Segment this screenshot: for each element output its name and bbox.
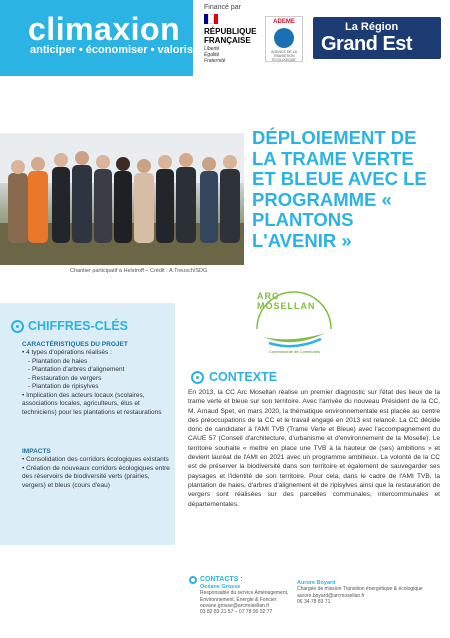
key-figures-title: CHIFFRES-CLÉS xyxy=(28,319,128,333)
ademe-title: ADEME xyxy=(273,19,295,25)
project-list xyxy=(22,349,172,417)
region-big-label: Grand Est xyxy=(321,33,413,55)
contact-1-email[interactable]: oceane.grosse@arcmosellan.fr xyxy=(200,602,270,609)
contact-2-line: Chargée de mission Transition énergétique & écologique xyxy=(297,586,423,593)
impacts-list xyxy=(22,456,170,490)
contacts-title: CONTACTS : xyxy=(200,576,243,583)
brand-tagline: anticiper • économiser • valoriser xyxy=(30,44,204,56)
rf-motto-2: Égalité xyxy=(204,52,220,58)
list-item: - Plantation de haies xyxy=(28,357,88,365)
photo-illustration xyxy=(0,133,244,265)
arc-logo-subtitle: Communauté de Communes xyxy=(269,349,321,354)
list-item: - Restauration de vergers xyxy=(28,374,102,382)
contact-1-name: Océane Grosse xyxy=(200,584,241,590)
financed-by-label: Financé par xyxy=(204,4,241,11)
list-item: • Création de nouveaux corridors écologiques entre des réservoirs de biodiversité verts (prairies, vergers) et bleus (cours d'eau) xyxy=(22,464,170,489)
rf-motto-3: Fraternité xyxy=(204,58,226,64)
republique-francaise-logo xyxy=(204,14,258,64)
impacts-heading: IMPACTS xyxy=(22,448,51,455)
contact-1-phone: 03 82 83 21 57 – 07 78 90 32 77 xyxy=(200,609,273,616)
page-title: DÉPLOIEMENT DE LA TRAME VERTE ET BLEUE AVEC LE PROGRAMME « PLANTONS L'AVENIR » xyxy=(252,127,427,251)
contact-2-name: Aurore Boyard xyxy=(297,580,336,586)
rf-title-line2: FRANÇAISE xyxy=(204,36,251,45)
globe-icon xyxy=(274,28,294,48)
list-item: • 4 types d'opérations réalisés : xyxy=(22,349,112,356)
context-title: CONTEXTE xyxy=(209,370,278,384)
key-figures-panel xyxy=(0,303,175,545)
list-item: - Plantation de ripisylves xyxy=(28,383,99,390)
contact-2 xyxy=(297,580,437,605)
target-icon xyxy=(11,320,24,333)
target-icon xyxy=(189,576,197,584)
contact-2-phone: 06 34 78 83 71 xyxy=(297,598,331,605)
region-small-label: La Région xyxy=(345,21,399,33)
project-heading: CARACTÉRISTIQUES DU PROJET xyxy=(22,341,128,348)
rf-title-line1: RÉPUBLIQUE xyxy=(204,27,257,36)
region-grand-est-logo xyxy=(313,17,441,59)
contact-2-email[interactable]: aurore.boyard@arcmosellan.fr xyxy=(297,592,365,599)
photo-caption: Chantier participatif à Helstroff – Crédit : A.Treusch/SDG xyxy=(70,268,208,274)
flag-icon xyxy=(204,14,218,24)
target-icon xyxy=(191,371,204,384)
contact-1-line: Environnement, Énergie & Foncier xyxy=(200,596,277,603)
list-item: - Plantation d'arbres d'alignement xyxy=(28,366,125,373)
arc-logo-text: ARC MOSELLAN xyxy=(257,291,316,311)
brand-name: climaxion xyxy=(28,11,181,47)
arc-mosellan-logo xyxy=(249,285,339,357)
contact-1-line: Responsable du service Aménagement, xyxy=(200,590,289,597)
context-text: En 2013, la CC Arc Mosellan réalise un premier diagnostic sur l'état des lieux de la trame verte et bleue sur son territoire. Avec l'arrivée du nouveau Président de la CC, M. Arnaud Spet, en mars 2020, la thématique environnementale est placée au centre des préoccupations de la CC et le travail engagé en 2013 est relancé. La CC décide donc de candidater à l'AMI TVB (Trame Verte et Bleue) avec l'accompagnement du CAUE 57 (Conseil d'architecture, d'urbanisme et d'environnement de la Moselle). Le territoire souhaite « mettre en place une TVB à la hauteur de (ses) ambitions » et devient lauréat de l'AMI en 2021 avec un programme ambitieux. La volonté de la CC est de préserver la biodiversité dans son territoire et également de sauvegarder ses paysages et l'identité de son territoire. Pour cela, dans le cadre de l'AMI TVB, la plantation de haies, d'arbres d'alignement et de ripisylves ainsi que la restauration de vergers sont réalisées sur des parcelles communales, intercommunales et départementales. xyxy=(188,389,440,508)
group-photo xyxy=(0,133,244,265)
rf-motto-1: Liberté xyxy=(204,46,220,52)
list-item: • Consolidation des corridors écologiques existants xyxy=(22,456,169,463)
list-item: • Implication des acteurs locaux (scolaires, associations locales, agriculteurs, élus et techniciens) pour les plantations et restaurations xyxy=(22,391,162,416)
contact-1 xyxy=(200,584,310,615)
ademe-subtitle: AGENCE DE LA TRANSITION ÉCOLOGIQUE xyxy=(271,50,297,62)
ademe-logo xyxy=(265,16,303,62)
